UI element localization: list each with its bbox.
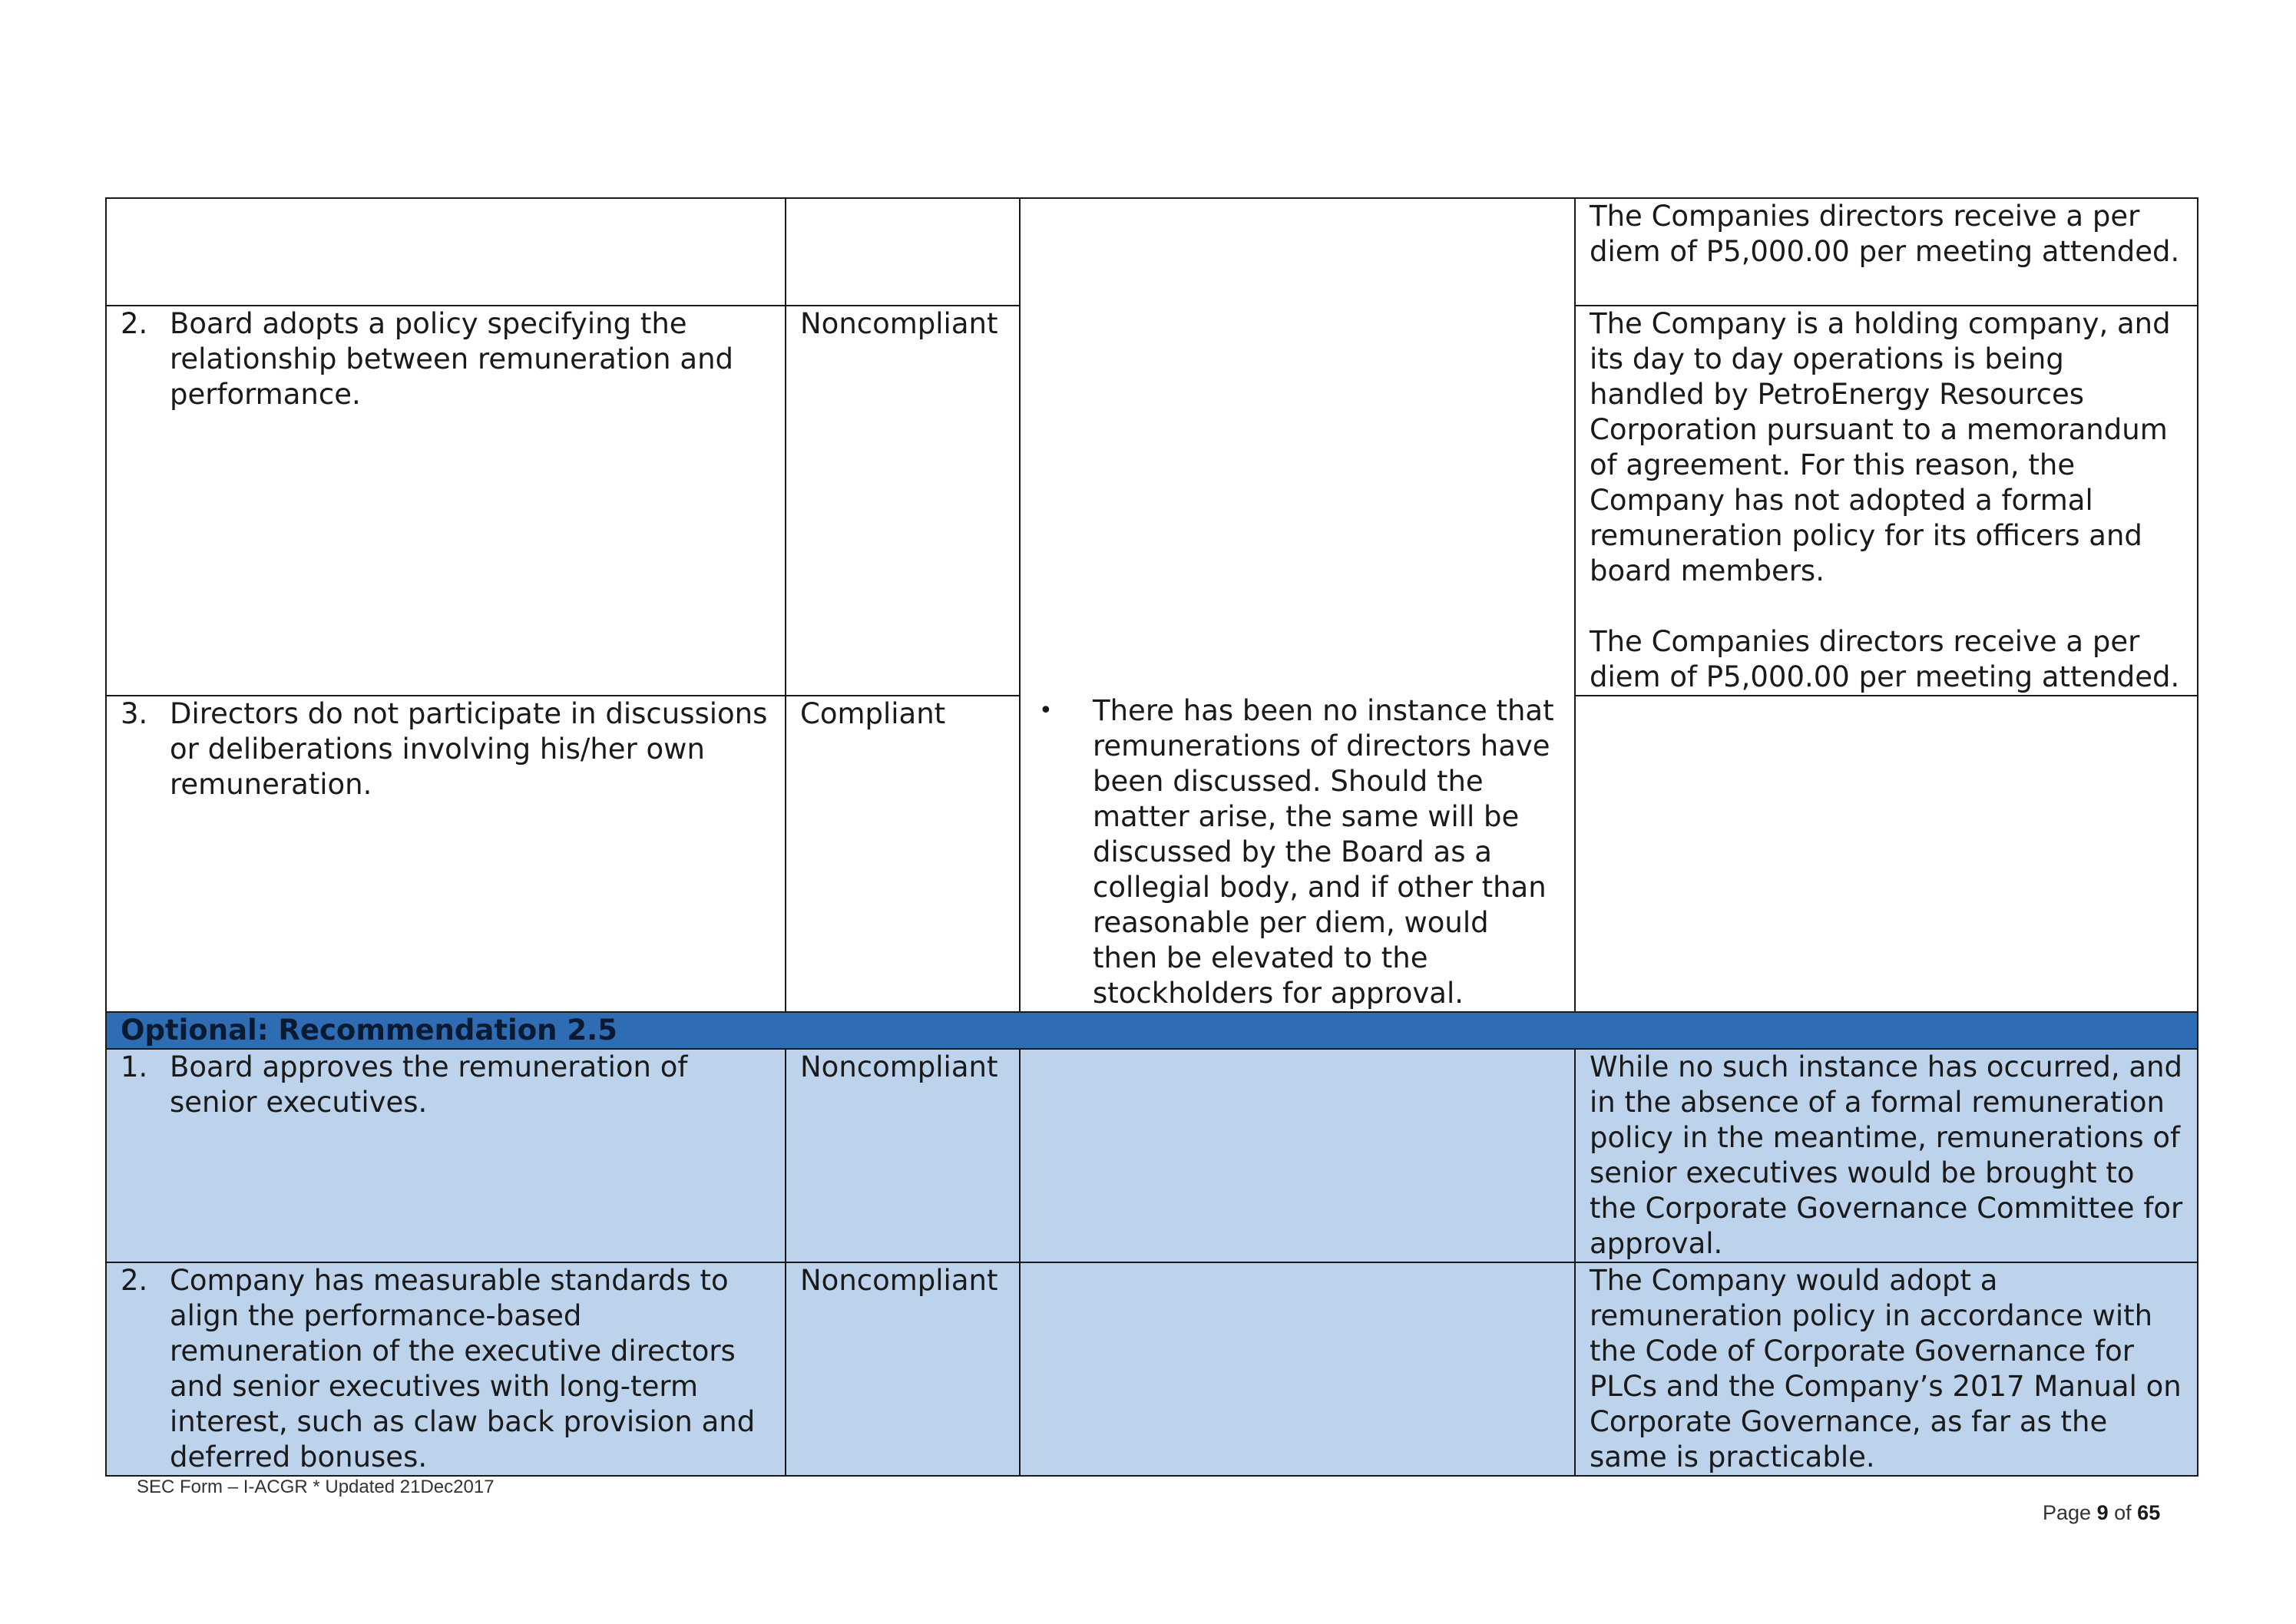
compliance-status: Noncompliant — [800, 1264, 998, 1297]
compliance-cell — [786, 198, 1020, 306]
recommendation-item — [121, 1050, 771, 1120]
remarks-cell — [1575, 1049, 2198, 1262]
compliance-cell — [786, 1262, 1020, 1476]
item-number: 1. — [121, 1050, 148, 1083]
remarks-text: The Companies directors receive a per diem of P5,000.00 per meeting attended. — [1590, 625, 2180, 693]
compliance-cell — [786, 306, 1020, 696]
recommendation-cell — [106, 1049, 786, 1262]
total-pages: 65 — [2137, 1501, 2161, 1524]
table-row — [106, 198, 2198, 306]
compliance-cell — [786, 1049, 1020, 1262]
remarks-cell — [1575, 198, 2198, 306]
compliance-status: Compliant — [800, 697, 946, 730]
recommendation-cell — [106, 306, 786, 696]
recommendation-cell — [106, 1262, 786, 1476]
remarks-cell — [1575, 306, 2198, 696]
remarks-cell — [1575, 1262, 2198, 1476]
current-page: 9 — [2096, 1501, 2109, 1524]
bullet-icon: • — [1039, 697, 1053, 724]
recommendation-item — [121, 306, 771, 412]
remarks-text: The Company would adopt a remuneration policy in accordance with the Code of Corporate Governance for PLCs and the Company’s 2017 Manual on Corporate Governance, as far as the same is practicable. — [1590, 1264, 2182, 1474]
remarks-text: The Companies directors receive a per diem of P5,000.00 per meeting attended. — [1590, 200, 2180, 268]
explanation-cell — [1020, 1262, 1575, 1476]
table-row — [106, 1262, 2198, 1476]
compliance-cell — [786, 696, 1020, 1012]
page-of: of — [2114, 1501, 2132, 1524]
acgr-table — [105, 197, 2198, 1477]
remarks-cell — [1575, 696, 2198, 1012]
item-number: 3. — [121, 697, 148, 730]
recommendation-item — [121, 696, 771, 802]
item-number: 2. — [121, 1264, 148, 1297]
remarks-text: The Company is a holding company, and its day to day operations is being handled by PetroEnergy Resources Corporation pursuant to a memorandum of agreement. For this reason, the Company has not adopted a formal remuneration policy for its officers and board members. — [1590, 307, 2171, 587]
item-number: 2. — [121, 307, 148, 340]
explanation-cell — [1020, 198, 1575, 1012]
recommendation-text: Board approves the remuneration of senior executives. — [170, 1050, 688, 1119]
remarks-text: While no such instance has occurred, and in the absence of a formal remuneration policy in the meantime, remunerations of senior executives would be brought to the Corporate Governance Committee for approval. — [1590, 1050, 2183, 1260]
page-number — [2043, 1501, 2160, 1525]
recommendation-text: Company has measurable standards to align the performance-based remuneration of the executive directors and senior executives with long-term interest, such as claw back provision and deferred bonuses. — [170, 1264, 756, 1474]
recommendation-cell — [106, 696, 786, 1012]
recommendation-item — [121, 1263, 771, 1475]
section-header-row — [106, 1012, 2198, 1049]
recommendation-text: Directors do not participate in discussions or deliberations involving his/her own remuneration. — [170, 697, 768, 801]
compliance-status: Noncompliant — [800, 1050, 998, 1083]
form-footer: SEC Form – I-ACGR * Updated 21Dec2017 — [137, 1477, 495, 1497]
page-prefix: Page — [2043, 1501, 2092, 1524]
recommendation-cell — [106, 198, 786, 306]
explanation-text: There has been no instance that remunerations of directors have been discussed. Should the matter arise, the same will be discussed by the Board as a collegial body, and if other than reasonable per diem, would then be elevated to the stockholders for approval. — [1093, 694, 1554, 1010]
explanation-bullet-item — [1021, 693, 1574, 1011]
section-title: Optional: Recommendation 2.5 — [106, 1012, 2198, 1049]
compliance-status: Noncompliant — [800, 307, 998, 340]
recommendation-text: Board adopts a policy specifying the relationship between remuneration and performance. — [170, 307, 734, 411]
table-row — [106, 1049, 2198, 1262]
explanation-cell — [1020, 1049, 1575, 1262]
